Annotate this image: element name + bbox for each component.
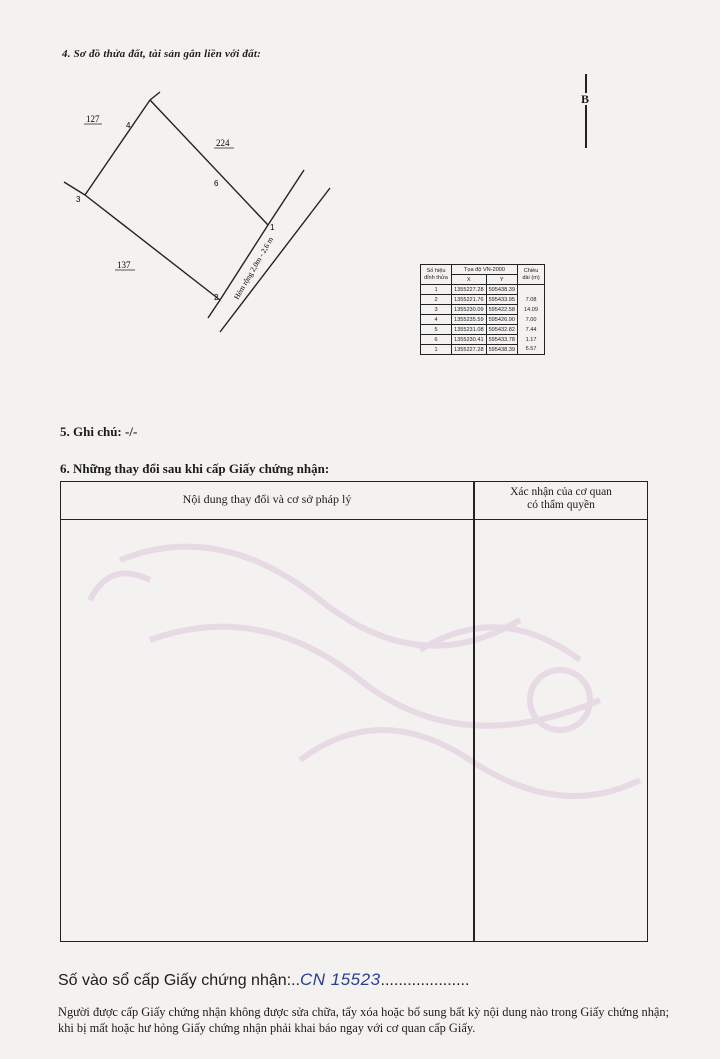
neighbor-boundary-left	[64, 182, 85, 195]
coord-x: 1355227.28	[452, 285, 487, 295]
section-4-title: 4. Sơ đồ thửa đất, tài sản gắn liền với đất:	[62, 48, 261, 60]
coord-x: 1355230.09	[452, 305, 487, 315]
coord-length: 5.57	[518, 345, 545, 355]
coord-x: 1355235.59	[452, 315, 487, 325]
registration-number-line	[58, 970, 469, 990]
coord-header-system: Tọa độ VN-2000	[452, 265, 518, 275]
registration-label: Số vào sổ cấp Giấy chứng nhận:..	[58, 972, 300, 989]
coord-vertex-id: 5	[421, 325, 452, 335]
changes-table-divider	[473, 482, 475, 941]
plot-boundary-1-4	[150, 100, 268, 225]
section-6-title: 6. Những thay đổi sau khi cấp Giấy chứng nhận:	[60, 461, 330, 476]
table-row	[421, 325, 545, 335]
road-label: Hẻm rộng 2,0m - 2,6 m	[231, 235, 276, 301]
table-row	[421, 335, 545, 345]
road-edge-outer	[220, 188, 330, 332]
table-row	[421, 345, 545, 355]
coord-length: 7.08	[518, 295, 545, 305]
coord-header-y: Y	[486, 275, 517, 285]
coord-header-x: X	[452, 275, 487, 285]
coord-header-vertex: Số hiệu đỉnh thửa	[421, 265, 452, 285]
road-edge-inner	[268, 170, 304, 225]
changes-table	[60, 481, 648, 942]
coord-x: 1355227.28	[452, 345, 487, 355]
vertex-label-3: 3	[76, 195, 81, 204]
certificate-notice: Người được cấp Giấy chứng nhận không được sửa chữa, tẩy xóa hoặc bổ sung bất kỳ nội dung nào trong Giấy chứng nhận; khi bị mất hoặc hư hỏng Giấy chứng nhận phải khai báo ngay với cơ quan cấp Giấy.	[58, 1005, 670, 1035]
coord-y: 595432.82	[486, 325, 517, 335]
north-arrow	[578, 74, 598, 154]
coord-vertex-id: 1	[421, 345, 452, 355]
north-label: B	[581, 92, 590, 106]
vertex-label-4: 4	[126, 121, 131, 130]
table-row	[421, 295, 545, 305]
coord-length: 7.00	[518, 315, 545, 325]
neighbor-boundary-top	[150, 92, 160, 100]
coord-length: 1.17	[518, 335, 545, 345]
coord-vertex-id: 6	[421, 335, 452, 345]
coord-length: 14.09	[518, 305, 545, 315]
parcel-label-224: 224	[216, 138, 230, 148]
parcel-label-137: 137	[117, 260, 131, 270]
table-row	[421, 315, 545, 325]
plot-boundary-3-2	[85, 195, 220, 300]
coord-y: 595438.39	[486, 285, 517, 295]
section-5-note: 5. Ghi chú: -/-	[60, 424, 138, 439]
coord-y: 595426.90	[486, 315, 517, 325]
parcel-label-127: 127	[86, 114, 100, 124]
coord-length: 7.44	[518, 325, 545, 335]
land-plot-diagram	[40, 70, 360, 340]
coord-header-length: Chiều dài (m)	[518, 265, 545, 285]
coord-vertex-id: 4	[421, 315, 452, 325]
coord-x: 1355231.08	[452, 325, 487, 335]
registration-dots: ....................	[380, 972, 470, 989]
registration-number: CN 15523	[299, 970, 381, 989]
vertex-label-2: 2	[214, 293, 219, 302]
coordinate-table	[420, 264, 545, 355]
changes-col-confirm-header	[475, 486, 647, 512]
coord-x: 1355221.76	[452, 295, 487, 305]
north-arrow-line	[585, 74, 587, 148]
road-edge-inner-ext	[208, 300, 220, 318]
changes-col-content-header: Nội dung thay đổi và cơ sở pháp lý	[182, 492, 352, 506]
table-row	[421, 285, 545, 295]
coord-y: 595433.95	[486, 295, 517, 305]
table-row	[421, 305, 545, 315]
coord-y: 595422.58	[486, 305, 517, 315]
confirm-header-line2: có thẩm quyền	[527, 499, 595, 511]
coord-vertex-id: 1	[421, 285, 452, 295]
coord-y: 595438.39	[486, 345, 517, 355]
coord-y: 595433.78	[486, 335, 517, 345]
coord-vertex-id: 2	[421, 295, 452, 305]
vertex-label-1: 1	[270, 223, 275, 232]
coord-length	[518, 285, 545, 295]
coord-x: 1355230.41	[452, 335, 487, 345]
confirm-header-line1: Xác nhận của cơ quan	[510, 486, 612, 498]
vertex-label-6: 6	[214, 179, 219, 188]
coord-vertex-id: 3	[421, 305, 452, 315]
